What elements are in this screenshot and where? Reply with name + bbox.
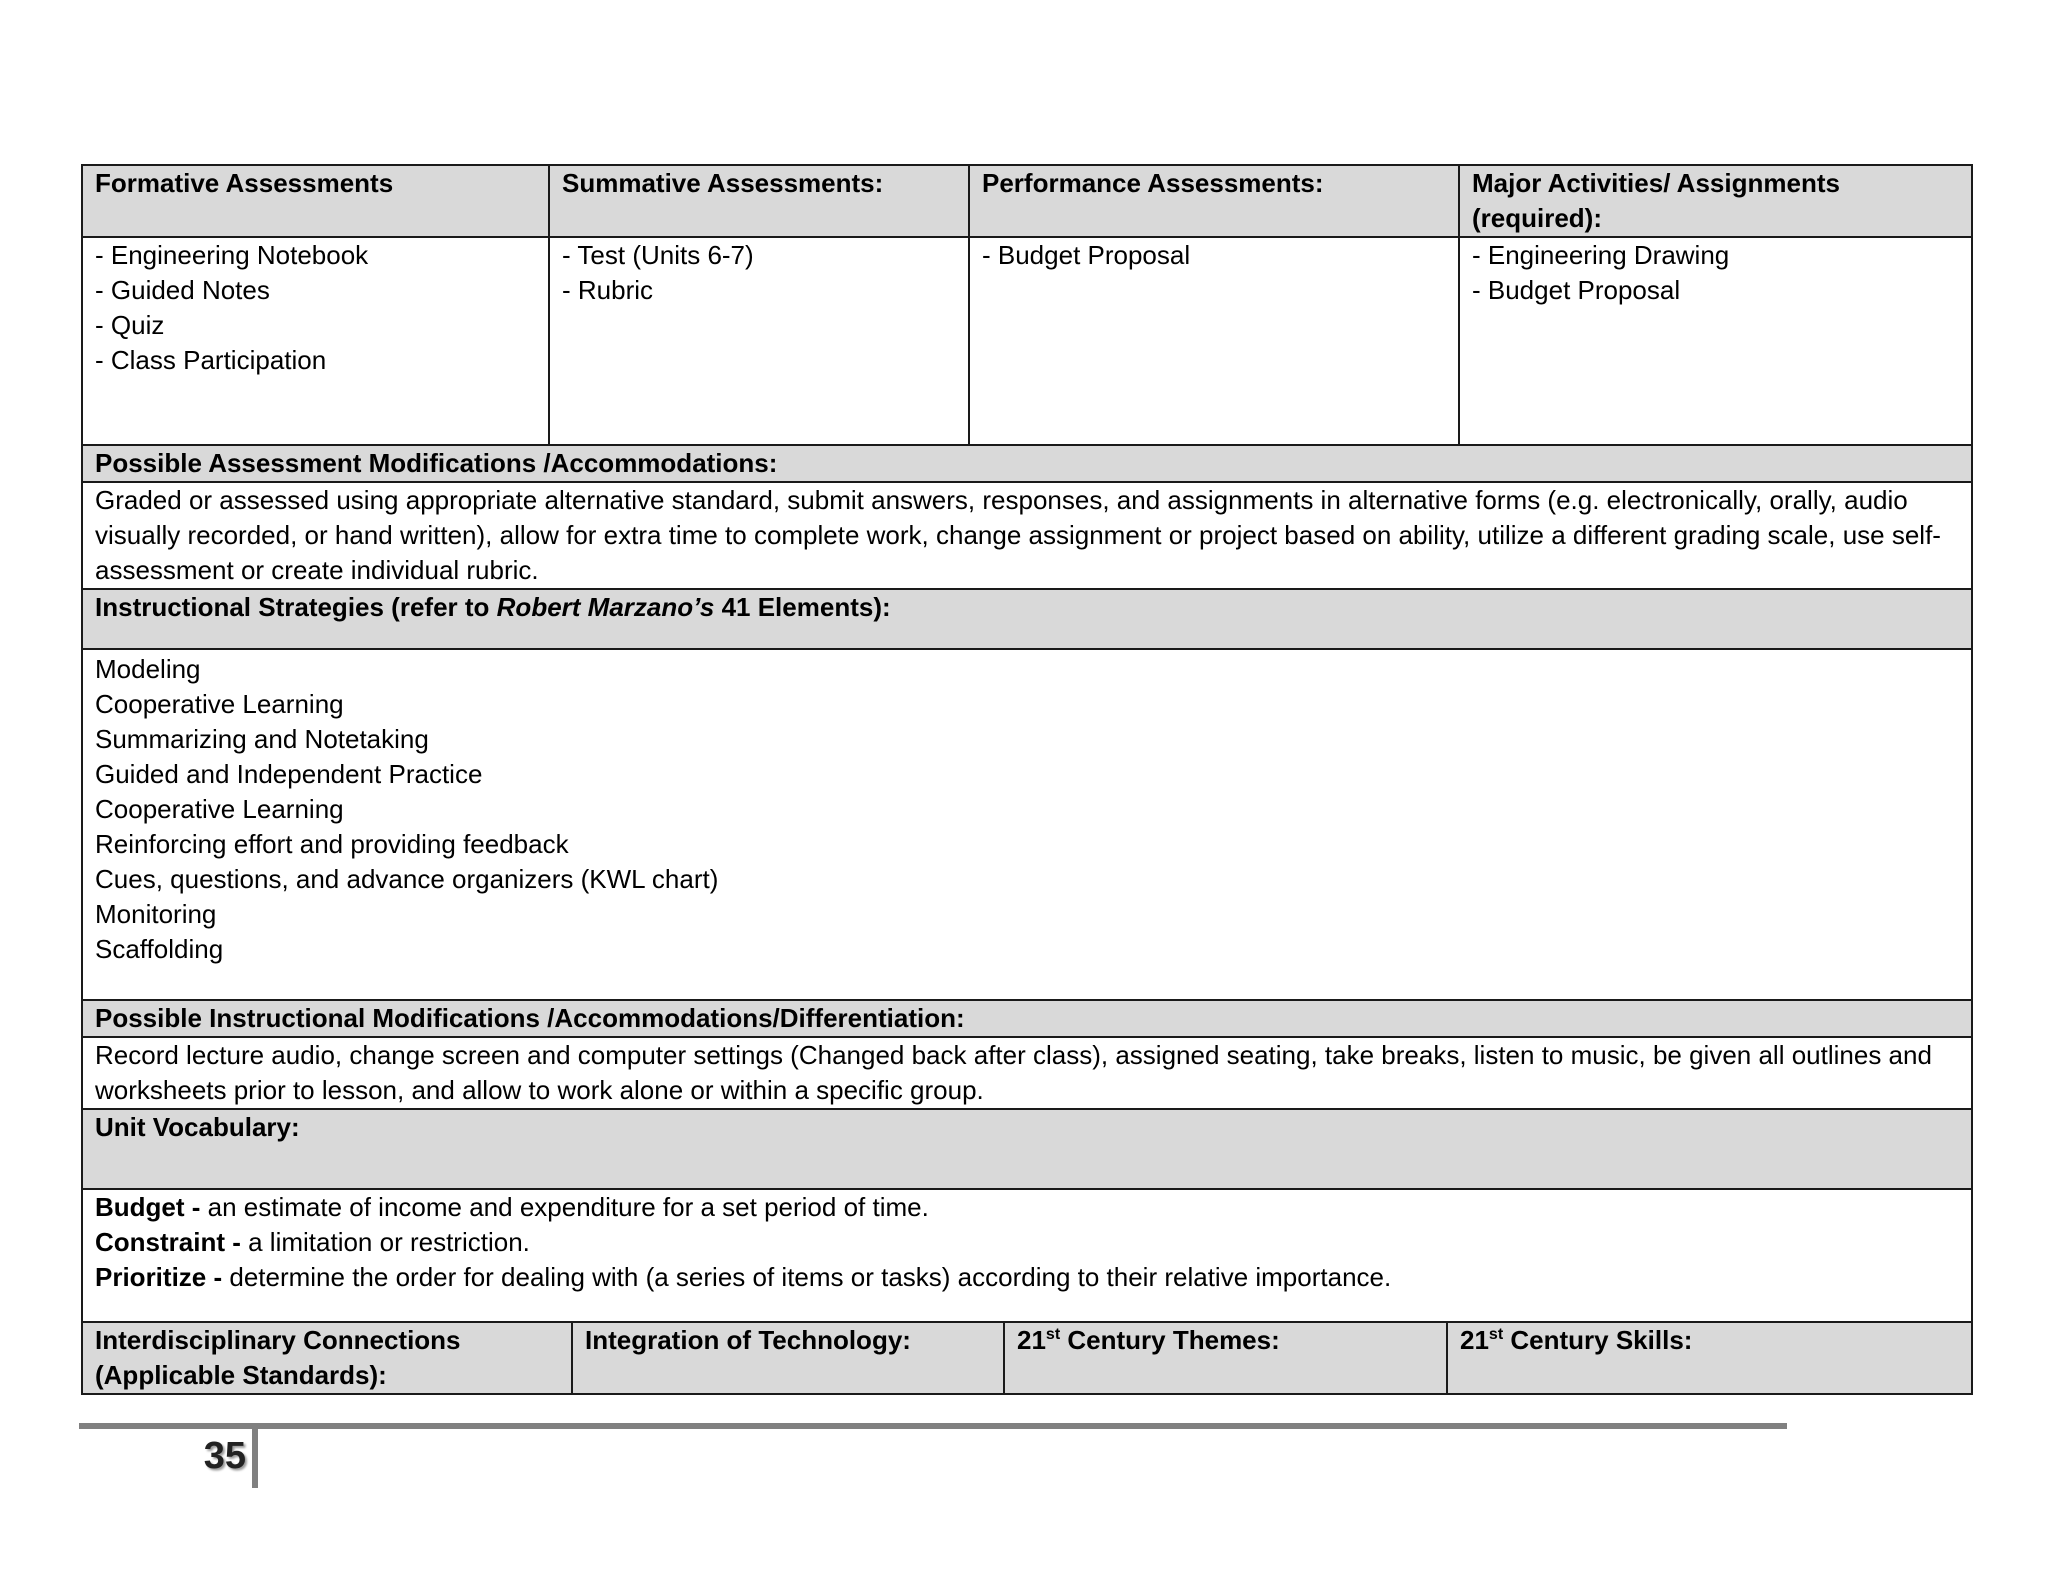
vocabulary-item — [95, 1190, 1959, 1225]
strategies-header-suffix: 41 Elements): — [714, 592, 891, 622]
list-item: - Engineering Notebook — [95, 240, 369, 270]
connections-table — [81, 1321, 1973, 1395]
unit-plan-table — [81, 164, 1973, 1330]
instructional-modifications-body — [82, 1037, 1972, 1109]
vocabulary-term: Constraint - — [95, 1227, 241, 1257]
assessment-modifications-text: Graded or assessed using appropriate alternative standard, submit answers, responses, and assignments in alternative forms (e.g. electronically, orally, audio visually recorded, or hand written), allow for extra time to complete work, change assignment or project based on ability, utilize a different grading scale, use self-assessment or create individual rubric. — [95, 485, 1941, 585]
instructional-modifications-header: Possible Instructional Modifications /Accommodations/Differentiation: — [82, 1000, 1972, 1037]
instructional-strategies-list — [82, 649, 1972, 1000]
list-item: Monitoring — [95, 899, 217, 929]
page-number: 35 — [203, 1435, 246, 1477]
instructional-strategies-header — [82, 589, 1972, 649]
list-item: - Rubric — [562, 275, 654, 305]
list-item: Scaffolding — [95, 934, 224, 964]
list-item: - Budget Proposal — [1472, 275, 1681, 305]
list-item: Modeling — [95, 654, 201, 684]
vocabulary-item — [95, 1260, 1959, 1295]
formative-assessments-header: Formative Assessments — [82, 165, 549, 237]
summative-assessments-header: Summative Assessments: — [549, 165, 969, 237]
unit-vocabulary-body — [82, 1189, 1972, 1329]
vocabulary-term: Budget - — [95, 1192, 201, 1222]
performance-assessments-cell — [969, 237, 1459, 445]
strategies-header-prefix: Instructional Strategies (refer to — [95, 592, 497, 622]
century-themes-number: 21 — [1017, 1325, 1046, 1355]
century-skills-label: Century Skills: — [1503, 1325, 1693, 1355]
century-themes-header — [1004, 1322, 1447, 1394]
summative-assessments-cell — [549, 237, 969, 445]
technology-integration-header: Integration of Technology: — [572, 1322, 1004, 1394]
list-item: Cooperative Learning — [95, 794, 344, 824]
vocabulary-definition: an estimate of income and expenditure for a set period of time. — [200, 1192, 929, 1222]
list-item: Summarizing and Notetaking — [95, 724, 429, 754]
list-item: - Test (Units 6-7) — [562, 240, 754, 270]
interdisciplinary-connections-header: Interdisciplinary Connections (Applicable Standards): — [82, 1322, 572, 1394]
major-activities-header: Major Activities/ Assignments (required): — [1459, 165, 1972, 237]
vocabulary-definition: determine the order for dealing with (a series of items or tasks) according to their relative importance. — [222, 1262, 1392, 1292]
list-item: - Quiz — [95, 310, 165, 340]
major-activities-cell — [1459, 237, 1972, 445]
assessment-modifications-body — [82, 482, 1972, 589]
list-item: - Class Participation — [95, 345, 327, 375]
list-item: Reinforcing effort and providing feedback — [95, 829, 569, 859]
footer-rule — [79, 1423, 1787, 1429]
century-skills-header — [1447, 1322, 1972, 1394]
strategies-header-author: Robert Marzano’s — [496, 592, 715, 622]
assessment-modifications-header: Possible Assessment Modifications /Accommodations: — [82, 445, 1972, 482]
list-item: Cues, questions, and advance organizers (KWL chart) — [95, 864, 719, 894]
performance-assessments-header: Performance Assessments: — [969, 165, 1459, 237]
list-item: - Guided Notes — [95, 275, 270, 305]
century-skills-ordinal: st — [1488, 1326, 1504, 1343]
list-item: - Engineering Drawing — [1472, 240, 1730, 270]
footer-divider — [252, 1429, 258, 1488]
list-item: Cooperative Learning — [95, 689, 344, 719]
century-themes-ordinal: st — [1045, 1326, 1061, 1343]
vocabulary-item — [95, 1225, 1959, 1260]
vocabulary-term: Prioritize - — [95, 1262, 223, 1292]
unit-vocabulary-header: Unit Vocabulary: — [82, 1109, 1972, 1189]
formative-assessments-cell — [82, 237, 549, 445]
century-themes-label: Century Themes: — [1060, 1325, 1280, 1355]
list-item: - Budget Proposal — [982, 240, 1191, 270]
list-item: Guided and Independent Practice — [95, 759, 483, 789]
vocabulary-definition: a limitation or restriction. — [240, 1227, 530, 1257]
instructional-modifications-text: Record lecture audio, change screen and computer settings (Changed back after class), assigned seating, take breaks, listen to music, be given all outlines and worksheets prior to lesson, and allow to work alone or within a specific group. — [95, 1040, 1932, 1105]
century-skills-number: 21 — [1460, 1325, 1489, 1355]
